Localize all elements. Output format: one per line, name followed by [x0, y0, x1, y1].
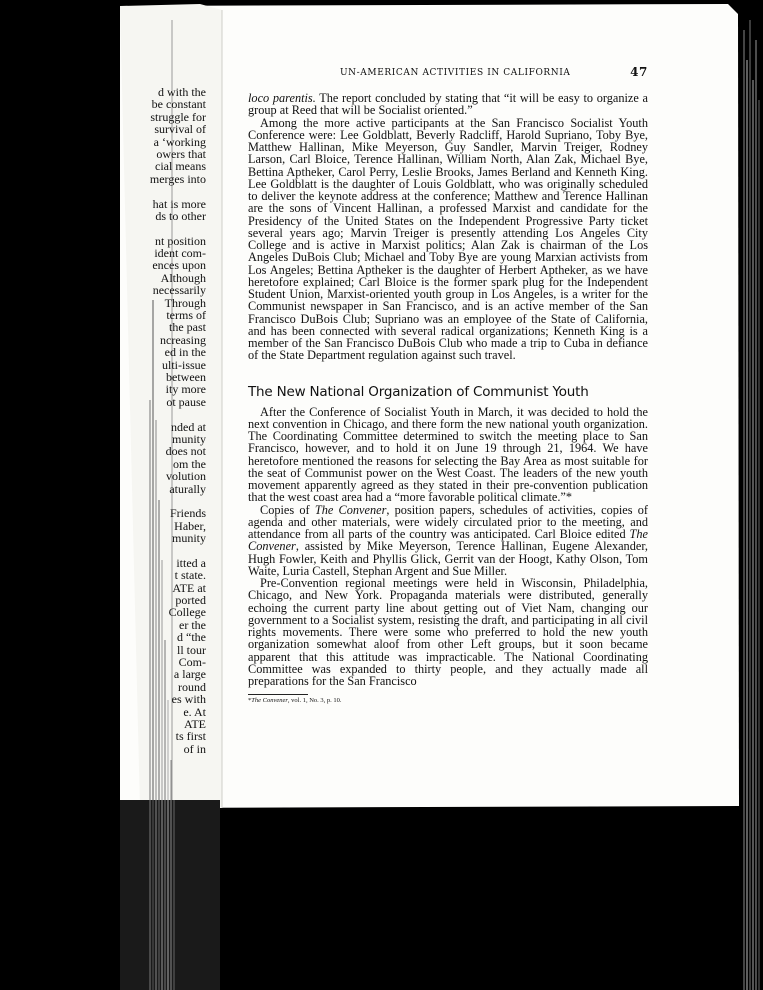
facing-page-line: aturally	[169, 481, 206, 496]
facing-page-line: Friends	[170, 506, 206, 521]
facing-page-line: the past	[169, 320, 206, 335]
facing-page-line: nded at	[171, 419, 206, 434]
facing-page-line: t state.	[174, 568, 206, 583]
facing-page-line: er the	[179, 617, 206, 632]
facing-page-line: itted a	[176, 555, 206, 570]
facing-page-line: Com-	[178, 654, 206, 669]
facing-page-line: Haber,	[174, 518, 206, 533]
italic-phrase: loco parentis.	[248, 91, 316, 105]
facing-page-line: ds to other	[155, 208, 206, 223]
facing-page-line: ed in the	[164, 345, 206, 360]
publication-title: The Convener	[314, 502, 387, 517]
facing-page-line: be constant	[151, 97, 206, 112]
facing-page-line: survival of	[154, 122, 206, 137]
facing-page-line: e. At	[183, 704, 206, 719]
facing-page-line: round	[178, 679, 206, 694]
paragraph-continued	[248, 92, 648, 117]
facing-page-gap	[148, 408, 206, 420]
facing-page-line: ATE	[184, 716, 206, 731]
running-header-title: UN-AMERICAN ACTIVITIES IN CALIFORNIA	[340, 68, 571, 78]
facing-page-line: Although	[160, 270, 206, 285]
facing-page-line: volution	[165, 469, 206, 484]
facing-page-line: does not	[165, 444, 206, 459]
facing-page-line: munity	[171, 431, 206, 446]
facing-page-line: a large	[173, 667, 206, 682]
facing-page-line: Through	[164, 295, 206, 310]
facing-page-line: owers that	[156, 146, 206, 161]
facing-page-line: om the	[173, 456, 206, 471]
footnote-rule	[248, 694, 308, 695]
facing-page-gap	[148, 222, 206, 234]
facing-page-line: nt position	[154, 233, 206, 248]
facing-page-line: ity more	[165, 382, 206, 397]
facing-page-line: ncreasing	[160, 332, 206, 347]
facing-page-line: between	[166, 369, 206, 384]
facing-page-line: d with the	[158, 85, 206, 99]
main-text-column	[248, 92, 648, 705]
paragraph-regional-meetings: Pre-Convention regional meetings were held in Wisconsin, Philadelphia, Chicago, and New York. Propaganda materials were distributed, generally echoing the current party line about getting out of Viet Nam, changing our government to a Socialist system, resisting the draft, and participating in all civil rights movements. There were some who preferred to hold the new youth organization somewhat aloof from other Left groups, but it soon became apparent that this attitude was impracticable. The National Coordinating Committee was expanded to thirty people, and they actually made all preparations for the San Francisco	[248, 576, 648, 688]
facing-page-line: es with	[171, 692, 206, 707]
publication-title: The Convener	[248, 527, 648, 554]
facing-page-line: ot pause	[166, 394, 206, 409]
facing-page-line: ATE at	[172, 580, 206, 595]
facing-page-gap	[148, 185, 206, 197]
facing-page-line: ulti-issue	[162, 357, 206, 372]
facing-page-fragment	[148, 86, 206, 755]
facing-page-gap	[148, 544, 206, 556]
paragraph-convention: After the Conference of Socialist Youth in March, it was decided to hold the next convention in Chicago, and there form the new national youth organization. The Coordinating Committee determined to switch the meeting place to San Francisco, however, and to hold it on June 19 through 21, 1964. We have heretofore mentioned the reasons for selecting the Bay Area as most suitable for the seat of Communist power on the West Coast. The leaders of the new youth movement apparently agreed as they stated in their pre-convention publication that the west coast area had a “more favorable political climate.”*	[248, 404, 648, 505]
page-number: 47	[630, 65, 648, 79]
facing-page-line: munity	[171, 531, 206, 546]
facing-page-line: struggle for	[150, 109, 206, 124]
facing-page-line: necessarily	[152, 283, 206, 298]
facing-page-line: hat is more	[152, 196, 206, 211]
right-page-edges	[739, 0, 763, 990]
facing-page-line: College	[168, 605, 206, 620]
paragraph-participants: Among the more active participants at the San Francisco Socialist Youth Conference were: Lee Goldblatt, Beverly Radcliff, Harold Supriano, Toby Bye, Matthew Hallinan, Mike Meyerson, Guy Sandler, Marvin Treiger, Rodney Larson, Carl Bloice, Terence Hallinan, William North, Alan Zak, Michael Bye, Bettina Aptheker, Carol Perry, Leslie Brooks, James Berland and Kenneth King. Lee Goldblatt is the daughter of Louis Goldblatt, who was originally scheduled to deliver the keynote address at the conference; Matthew and Terence Hallinan are the sons of Vincent Hallinan, a professed Marxist and candidate for the Presidency of the United States on the Independent Progressive Party ticket several years ago; Marvin Treiger is presently attending Los Angeles City College and is active in Marxist politics; Alan Zak is chairman of the Los Angeles DuBois Club; Michael and Toby Bye are young Marxian activists from Los Angeles; Bettina Aptheker is the daughter of Herbert Aptheker, as we have heretofore explained; Carl Bloice is the former spark plug for the Independent Student Union, Marxist-oriented youth group in Los Angeles, is a writer for the Communist newspaper in San Francisco, and is an active member of the San Francisco DuBois Club; Supriano was an employee of the State of California, and has been connected with several radical organizations; Kenneth King is a member of the San Francisco DuBois Club who made a trip to Cuba in defiance of the State Department regulation against such travel.	[248, 115, 648, 363]
facing-page-line: ences upon	[152, 258, 206, 273]
facing-page-line: ts first	[175, 729, 206, 744]
facing-page-line: d “the	[177, 630, 206, 645]
facing-page-line: ported	[175, 593, 206, 608]
facing-page-line: ll tour	[177, 642, 206, 657]
paragraph-text: The report concluded by stating that “it will be easy to organize a group at Reed that will be Socialist oriented.”	[248, 91, 648, 118]
running-header	[248, 65, 648, 82]
paragraph-convener: Copies of The Convener, position papers, schedules of activities, copies of agenda and other materials, were widely circulated prior to the meeting, and attendance from all parts of the country was anticipated. Carl Bloice edited The Convener, assisted by Mike Meyerson, Terence Hallinan, Eugene Alexander, Hugh Fowler, Keith and Phyllis Glick, Gerrit van der Hoogt, Kathy Olson, Tom Waite, Luria Castell, Stephan Argent and Sue Miller.	[248, 502, 649, 578]
footnote: *The Convener, vol. 1, No. 3, p. 10.	[248, 697, 342, 705]
facing-page-line: a ‘working	[153, 134, 206, 149]
section-heading: The New National Organization of Communist Youth	[248, 383, 589, 400]
facing-page-line: merges into	[149, 171, 206, 186]
facing-page-line: ident com-	[154, 246, 206, 261]
facing-page-line: terms of	[166, 308, 206, 323]
facing-page-line: of in	[183, 741, 206, 756]
facing-page-line: cial means	[155, 159, 206, 174]
